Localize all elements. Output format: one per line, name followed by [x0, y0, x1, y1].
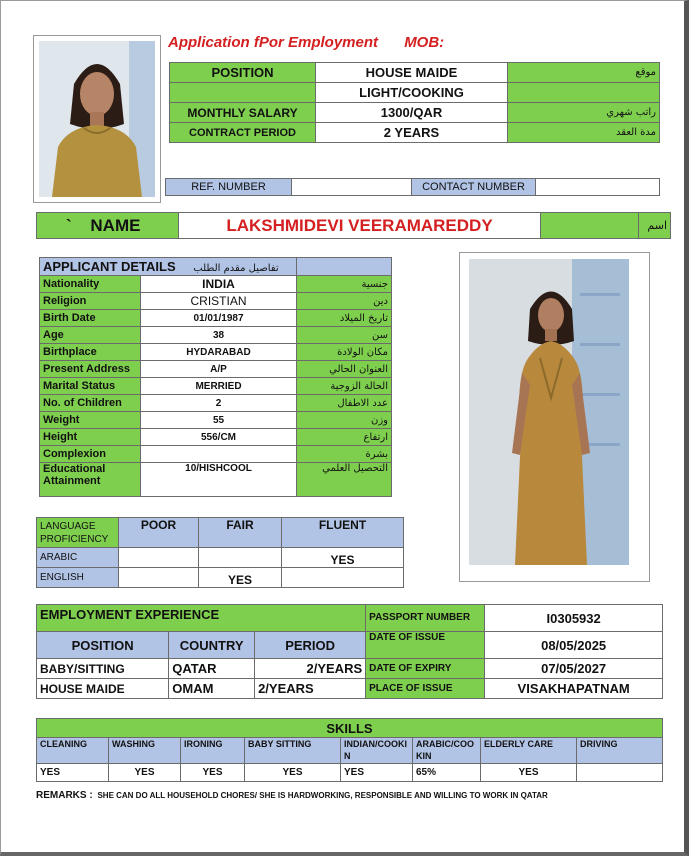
language-header: LANGUAGE PROFICIENCY [37, 518, 119, 548]
skill-name: ARABIC/COOKIN [413, 738, 481, 764]
applicant-field-value: 556/CM [141, 429, 297, 446]
applicant-field-label: Height [40, 429, 141, 446]
skill-name: WASHING [109, 738, 181, 764]
mob-label: MOB: [404, 34, 445, 51]
applicant-field-label: Weight [40, 412, 141, 429]
place-of-issue-value: VISAKHAPATNAM [485, 679, 663, 699]
applicant-field-value: 01/01/1987 [141, 310, 297, 327]
form-title [168, 34, 444, 51]
applicant-field-arabic: بشرة [297, 446, 392, 463]
applicant-details-title: APPLICANT DETAILS [43, 259, 176, 274]
skill-value: YES [245, 764, 341, 782]
applicant-field-value: CRISTIAN [141, 293, 297, 310]
ref-number-value [292, 179, 412, 196]
contact-number-value [536, 179, 660, 196]
skill-name: IRONING [181, 738, 245, 764]
employment-row-2-country: OMAM [169, 679, 255, 699]
applicant-row [40, 310, 392, 327]
remarks [36, 790, 548, 801]
name-blank [541, 213, 639, 239]
remarks-text: SHE CAN DO ALL HOUSEHOLD CHORES/ SHE IS HARDWORKING, RESPONSIBLE AND WILLING TO WORK IN QATAR [97, 791, 548, 800]
skill-value: 65% [413, 764, 481, 782]
applicant-field-arabic: تاريخ الميلاد [297, 310, 392, 327]
name-table [36, 212, 671, 239]
skills-value-row [37, 764, 663, 782]
employment-col-country: COUNTRY [169, 632, 255, 659]
employment-row-1-position: BABY/SITTING [37, 659, 169, 679]
skill-name: ELDERLY CARE [481, 738, 577, 764]
applicant-photo-small [33, 35, 161, 203]
language-lang-cell: ARABIC [37, 548, 119, 568]
title-text: Application fPor Employment [168, 34, 379, 51]
remarks-label: REMARKS : [36, 790, 93, 801]
employment-row-1-period: 2/YEARS [255, 659, 366, 679]
position-value: HOUSE MAIDE [316, 63, 508, 83]
skill-value: YES [341, 764, 413, 782]
applicant-field-label: Complexion [40, 446, 141, 463]
ref-contact-table [165, 178, 660, 196]
skill-value [577, 764, 663, 782]
applicant-field-value: 2 [141, 395, 297, 412]
skill-name: BABY SITTING [245, 738, 341, 764]
fluent-header: FLUENT [282, 518, 404, 548]
language-fair-cell [199, 548, 282, 568]
applicant-field-label: Marital Status [40, 378, 141, 395]
applicant-field-arabic: وزن [297, 412, 392, 429]
skill-value: YES [181, 764, 245, 782]
contact-number-label: CONTACT NUMBER [412, 179, 536, 196]
applicant-row [40, 412, 392, 429]
position-arabic-2 [508, 83, 660, 103]
applicant-field-label: Nationality [40, 276, 141, 293]
skills-table [36, 718, 663, 782]
position-table [169, 62, 660, 143]
skill-value: YES [37, 764, 109, 782]
applicant-photo-large [459, 252, 650, 582]
employment-row-2-position: HOUSE MAIDE [37, 679, 169, 699]
applicant-field-arabic: ارتفاع [297, 429, 392, 446]
applicant-field-arabic: التحصيل العلمي [297, 463, 392, 497]
date-of-issue-value: 08/05/2025 [485, 632, 663, 659]
place-of-issue-label: PLACE OF ISSUE [366, 679, 485, 699]
language-table [36, 517, 404, 588]
language-fair-cell: YES [199, 568, 282, 588]
employment-passport-table [36, 604, 663, 699]
applicant-details-table [39, 257, 392, 497]
applicant-field-arabic: جنسية [297, 276, 392, 293]
skill-value: YES [109, 764, 181, 782]
applicant-row [40, 463, 392, 497]
applicant-field-value [141, 446, 297, 463]
employment-title: EMPLOYMENT EXPERIENCE [37, 605, 366, 632]
skills-header-row [37, 738, 663, 764]
applicant-row [40, 327, 392, 344]
position-arabic: موقع [508, 63, 660, 83]
contract-arabic: مدة العقد [508, 123, 660, 143]
name-label-cell [37, 213, 179, 239]
applicant-field-value: A/P [141, 361, 297, 378]
applicant-name: LAKSHMIDEVI VEERAMAREDDY [179, 213, 541, 239]
language-fluent-cell [282, 568, 404, 588]
applicant-field-value: HYDARABAD [141, 344, 297, 361]
applicant-field-value: INDIA [141, 276, 297, 293]
contract-label: CONTRACT PERIOD [170, 123, 316, 143]
applicant-row [40, 378, 392, 395]
applicant-field-label: Birth Date [40, 310, 141, 327]
applicant-field-value: 38 [141, 327, 297, 344]
contract-value: 2 YEARS [316, 123, 508, 143]
applicant-field-arabic: العنوان الحالي [297, 361, 392, 378]
applicant-details-title-arabic: تفاصيل مقدم الطلب [193, 263, 279, 274]
salary-arabic: راتب شهري [508, 103, 660, 123]
employment-row-1-country: QATAR [169, 659, 255, 679]
applicant-field-arabic: دين [297, 293, 392, 310]
salary-label: MONTHLY SALARY [170, 103, 316, 123]
ref-number-label: REF. NUMBER [166, 179, 292, 196]
fair-header: FAIR [199, 518, 282, 548]
language-fluent-cell: YES [282, 548, 404, 568]
position-label-2 [170, 83, 316, 103]
applicant-field-label: Age [40, 327, 141, 344]
date-of-expiry-label: DATE OF EXPIRY [366, 659, 485, 679]
applicant-row [40, 361, 392, 378]
passport-number-label: PASSPORT NUMBER [366, 605, 485, 632]
applicant-field-label: Birthplace [40, 344, 141, 361]
applicant-field-label: No. of Children [40, 395, 141, 412]
language-row [37, 568, 404, 588]
employment-col-position: POSITION [37, 632, 169, 659]
skill-name: DRIVING [577, 738, 663, 764]
applicant-details-title-cell [40, 258, 297, 276]
applicant-row [40, 446, 392, 463]
salary-value: 1300/QAR [316, 103, 508, 123]
applicant-field-value: MERRIED [141, 378, 297, 395]
skill-name: CLEANING [37, 738, 109, 764]
applicant-field-value: 10/HISHCOOL [141, 463, 297, 497]
name-arabic: اسم [639, 213, 671, 239]
skill-name: INDIAN/COOKIN [341, 738, 413, 764]
applicant-row [40, 293, 392, 310]
language-poor-cell [119, 548, 199, 568]
applicant-field-arabic: عدد الاطفال [297, 395, 392, 412]
applicant-row [40, 429, 392, 446]
applicant-row [40, 344, 392, 361]
applicant-row [40, 395, 392, 412]
applicant-field-arabic: مكان الولادة [297, 344, 392, 361]
applicant-field-arabic: سن [297, 327, 392, 344]
date-of-issue-label: DATE OF ISSUE [366, 632, 485, 659]
applicant-field-arabic: الحالة الزوجية [297, 378, 392, 395]
name-mark: ` [66, 215, 72, 235]
employment-row-2-period: 2/YEARS [255, 679, 366, 699]
applicant-title-blank [297, 258, 392, 276]
poor-header: POOR [119, 518, 199, 548]
position-label: POSITION [170, 63, 316, 83]
applicant-field-label: Religion [40, 293, 141, 310]
applicant-field-value: 55 [141, 412, 297, 429]
employment-col-period: PERIOD [255, 632, 366, 659]
name-label: NAME [90, 215, 141, 235]
language-row [37, 548, 404, 568]
applicant-field-label: Present Address [40, 361, 141, 378]
position-value-2: LIGHT/COOKING [316, 83, 508, 103]
skill-value: YES [481, 764, 577, 782]
applicant-field-label: Educational Attainment [40, 463, 141, 497]
date-of-expiry-value: 07/05/2027 [485, 659, 663, 679]
passport-number-value: I0305932 [485, 605, 663, 632]
skills-title: SKILLS [37, 719, 663, 738]
language-poor-cell [119, 568, 199, 588]
language-lang-cell: ENGLISH [37, 568, 119, 588]
applicant-row [40, 276, 392, 293]
